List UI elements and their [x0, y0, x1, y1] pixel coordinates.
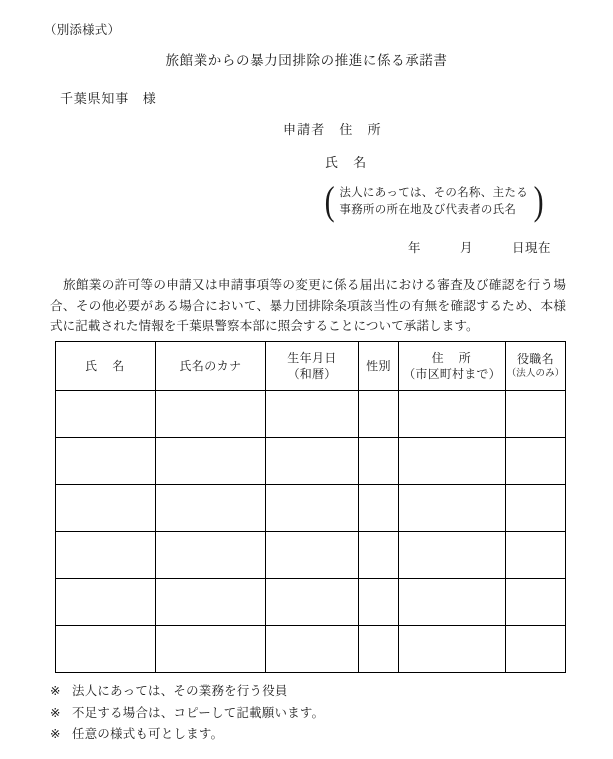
reference-mark-icon: ※ — [50, 705, 61, 720]
cell-address[interactable] — [399, 438, 506, 485]
column-header-address-main: 住 所 — [431, 351, 473, 365]
cell-name[interactable] — [56, 438, 156, 485]
cell-birthdate[interactable] — [266, 626, 359, 673]
table-row — [56, 579, 566, 626]
footnote-item — [50, 724, 324, 746]
consent-paragraph: 旅館業の許可等の申請又は申請事項等の変更に係る届出における審査及び確認を行う場合、その他必要がある場合において、暴力団排除条項該当性の有無を確認するため、本様式に記載された情報を千葉県警察本部に照会することについて承諾します。 — [50, 278, 566, 333]
cell-sex[interactable] — [359, 438, 399, 485]
cell-birthdate[interactable] — [266, 532, 359, 579]
cell-name[interactable] — [56, 485, 156, 532]
column-header-role-main: 役職名 — [516, 352, 555, 366]
table-header-row — [56, 342, 566, 391]
column-header-sex — [359, 342, 399, 391]
column-header-address-sub: （市区町村まで） — [403, 367, 501, 381]
addressee-line: 千葉県知事 様 — [60, 91, 157, 106]
cell-name[interactable] — [56, 579, 156, 626]
corporate-note-line-1: 法人にあっては、その名称、主たる — [339, 187, 529, 199]
cell-role[interactable] — [506, 438, 566, 485]
cell-sex[interactable] — [359, 626, 399, 673]
cell-kana[interactable] — [156, 532, 266, 579]
footnote-item — [50, 703, 324, 725]
cell-address[interactable] — [399, 626, 506, 673]
column-header-name-main: 氏 名 — [85, 359, 126, 373]
cell-sex[interactable] — [359, 532, 399, 579]
corporate-note-line-2: 事務所の所在地及び代表者の氏名 — [339, 204, 517, 216]
cell-birthdate[interactable] — [266, 485, 359, 532]
cell-sex[interactable] — [359, 485, 399, 532]
column-header-birthdate — [266, 342, 359, 391]
cell-name[interactable] — [56, 532, 156, 579]
table-row — [56, 532, 566, 579]
table-row — [56, 626, 566, 673]
table-row — [56, 485, 566, 532]
table-row — [56, 438, 566, 485]
footnote-text: 任意の様式も可とします。 — [72, 727, 224, 741]
column-header-kana — [156, 342, 266, 391]
footnotes — [50, 681, 324, 746]
table-header — [56, 342, 566, 391]
cell-kana[interactable] — [156, 626, 266, 673]
corporate-entity-note — [323, 178, 545, 223]
footnote-text: 法人にあっては、その業務を行う役員 — [72, 684, 288, 698]
cell-address[interactable] — [399, 391, 506, 438]
column-header-role — [506, 342, 566, 391]
reference-mark-icon: ※ — [50, 727, 61, 741]
cell-birthdate[interactable] — [266, 438, 359, 485]
cell-sex[interactable] — [359, 579, 399, 626]
cell-kana[interactable] — [156, 485, 266, 532]
form-identifier: （別添様式） — [44, 23, 121, 37]
brace-left-icon: ( — [324, 178, 335, 223]
cell-role[interactable] — [506, 579, 566, 626]
column-header-birthdate-sub: （和暦） — [287, 367, 337, 381]
column-header-name — [56, 342, 156, 391]
footnote-item — [50, 681, 324, 703]
document-title: 旅館業からの暴力団排除の推進に係る承諾書 — [165, 53, 448, 68]
person-roster-table — [55, 341, 566, 673]
column-header-sex-main: 性別 — [366, 359, 391, 373]
applicant-name-label: 氏 名 — [325, 155, 368, 170]
table-body — [56, 391, 566, 673]
cell-address[interactable] — [399, 532, 506, 579]
cell-role[interactable] — [506, 485, 566, 532]
cell-sex[interactable] — [359, 391, 399, 438]
cell-role[interactable] — [506, 626, 566, 673]
column-header-address — [399, 342, 506, 391]
cell-kana[interactable] — [156, 391, 266, 438]
reference-mark-icon: ※ — [50, 684, 61, 698]
cell-birthdate[interactable] — [266, 579, 359, 626]
column-header-birthdate-main: 生年月日 — [287, 351, 337, 365]
cell-address[interactable] — [399, 579, 506, 626]
brace-right-icon: ) — [533, 178, 544, 223]
table-row — [56, 391, 566, 438]
date-line: 年 月 日現在 — [408, 241, 552, 255]
cell-name[interactable] — [56, 391, 156, 438]
cell-address[interactable] — [399, 485, 506, 532]
cell-role[interactable] — [506, 391, 566, 438]
cell-role[interactable] — [506, 532, 566, 579]
column-header-role-sub: （法人のみ） — [506, 369, 565, 379]
cell-kana[interactable] — [156, 579, 266, 626]
column-header-kana-main: 氏名のカナ — [179, 359, 242, 373]
corporate-note-lines — [335, 183, 533, 219]
applicant-address-label: 申請者 住 所 — [283, 122, 382, 137]
cell-name[interactable] — [56, 626, 156, 673]
cell-kana[interactable] — [156, 438, 266, 485]
footnote-text: 不足する場合は、コピーして記載願います。 — [72, 705, 325, 720]
cell-birthdate[interactable] — [266, 391, 359, 438]
